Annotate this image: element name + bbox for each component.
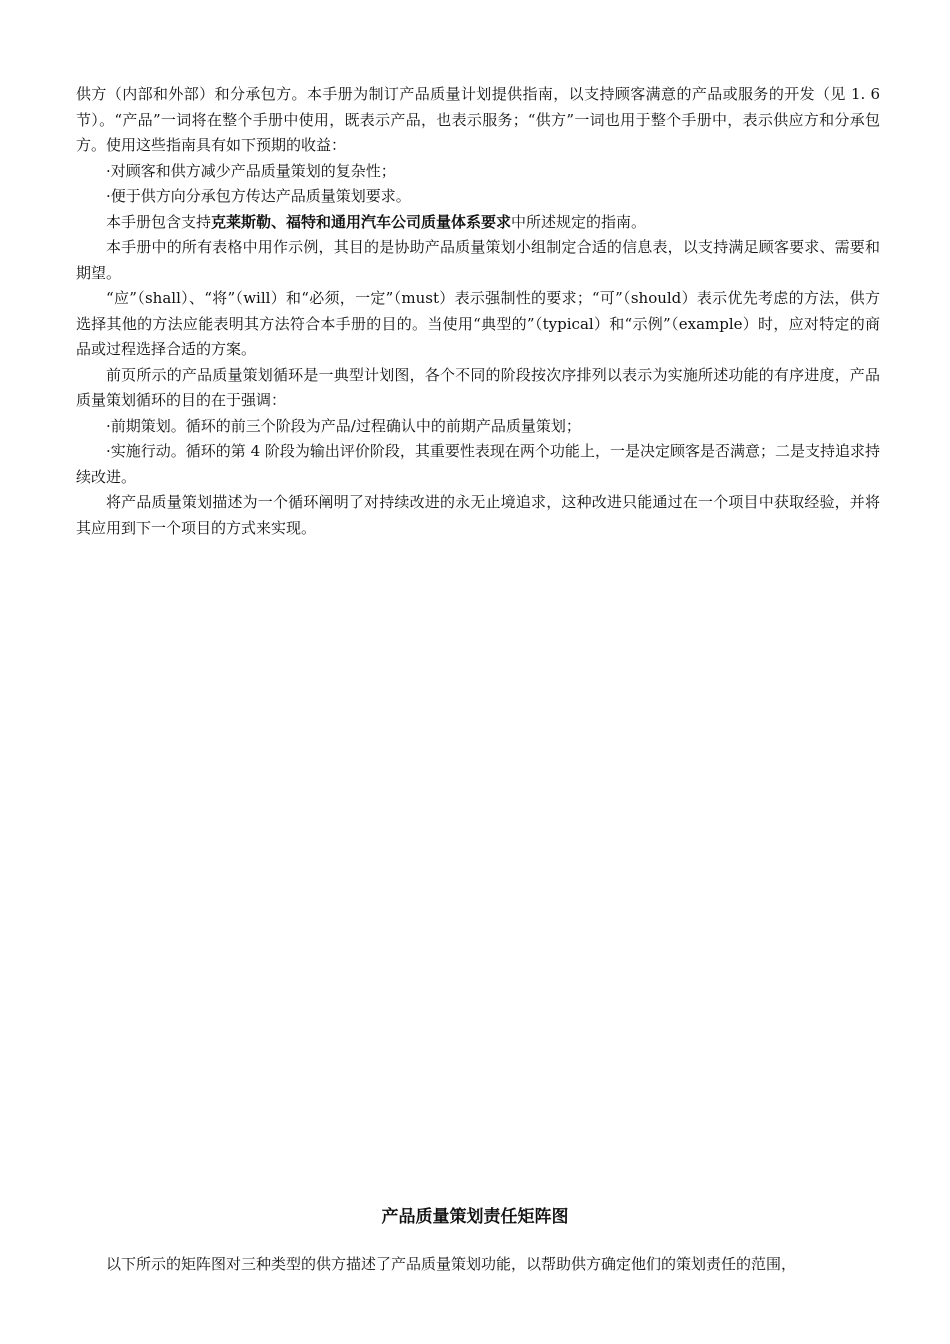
bullet-item: ·对顾客和供方减少产品质量策划的复杂性； (106, 161, 396, 180)
section-title: 产品质量策划责任矩阵图 (381, 1207, 569, 1227)
paragraph-conclusion: 将产品质量策划描述为一个循环阐明了对持续改进的永无止境追求，这种改进只能通过在一个项目中获取经验，并将其应用到下一个项目的方式来实现。 (76, 493, 880, 537)
body-text (76, 82, 880, 541)
paragraph-guidelines (76, 210, 880, 236)
paragraph-continuation: 供方（内部和外部）和分承包方。本手册为制订产品质量计划提供指南，以支持顾客满意的产品或服务的开发（见 1. 6 节）。“产品”一词将在整个手册中使用，既表示产品，也表示服务；“供方”一词也用于整个手册中，表示供应方和分承包方。使用这些指南具有如下预期的收益： (76, 85, 880, 154)
paragraph-terms: “应”（shall）、“将”（will）和“必须，一定”（must）表示强制性的要求；“可”（should）表示优先考虑的方法，供方选择其他的方法应能表明其方法符合本手册的目的。当使用“典型的”（typical）和“示例”（example）时，应对特定的商品或过程选择合适的方案。 (76, 289, 880, 358)
bullet-item: ·实施行动。循环的第 4 阶段为输出评价阶段，其重要性表现在两个功能上，一是决定顾客是否满意；二是支持追求持续改进。 (76, 442, 880, 486)
paragraph-text: 本手册包含支持 (106, 212, 212, 231)
bullet-item: ·前期策划。循环的前三个阶段为产品/过程确认中的前期产品质量策划； (106, 416, 581, 435)
bullet-item: ·便于供方向分承包方传达产品质量策划要求。 (106, 187, 411, 205)
section-intro: 以下所示的矩阵图对三种类型的供方描述了产品质量策划功能，以帮助供方确定他们的策划责任的范围， (106, 1255, 797, 1273)
paragraph-text: 中所述规定的指南。 (511, 212, 647, 231)
emphasis-text: 克莱斯勒、福特和通用汽车公司质量体系要求 (211, 212, 512, 231)
paragraph-forms: 本手册中的所有表格中用作示例，其目的是协助产品质量策划小组制定合适的信息表，以支持满足顾客要求、需要和期望。 (76, 238, 880, 282)
paragraph-cycle: 前页所示的产品质量策划循环是一典型计划图，各个不同的阶段按次序排列以表示为实施所述功能的有序进度，产品质量策划循环的目的在于强调： (76, 365, 880, 409)
